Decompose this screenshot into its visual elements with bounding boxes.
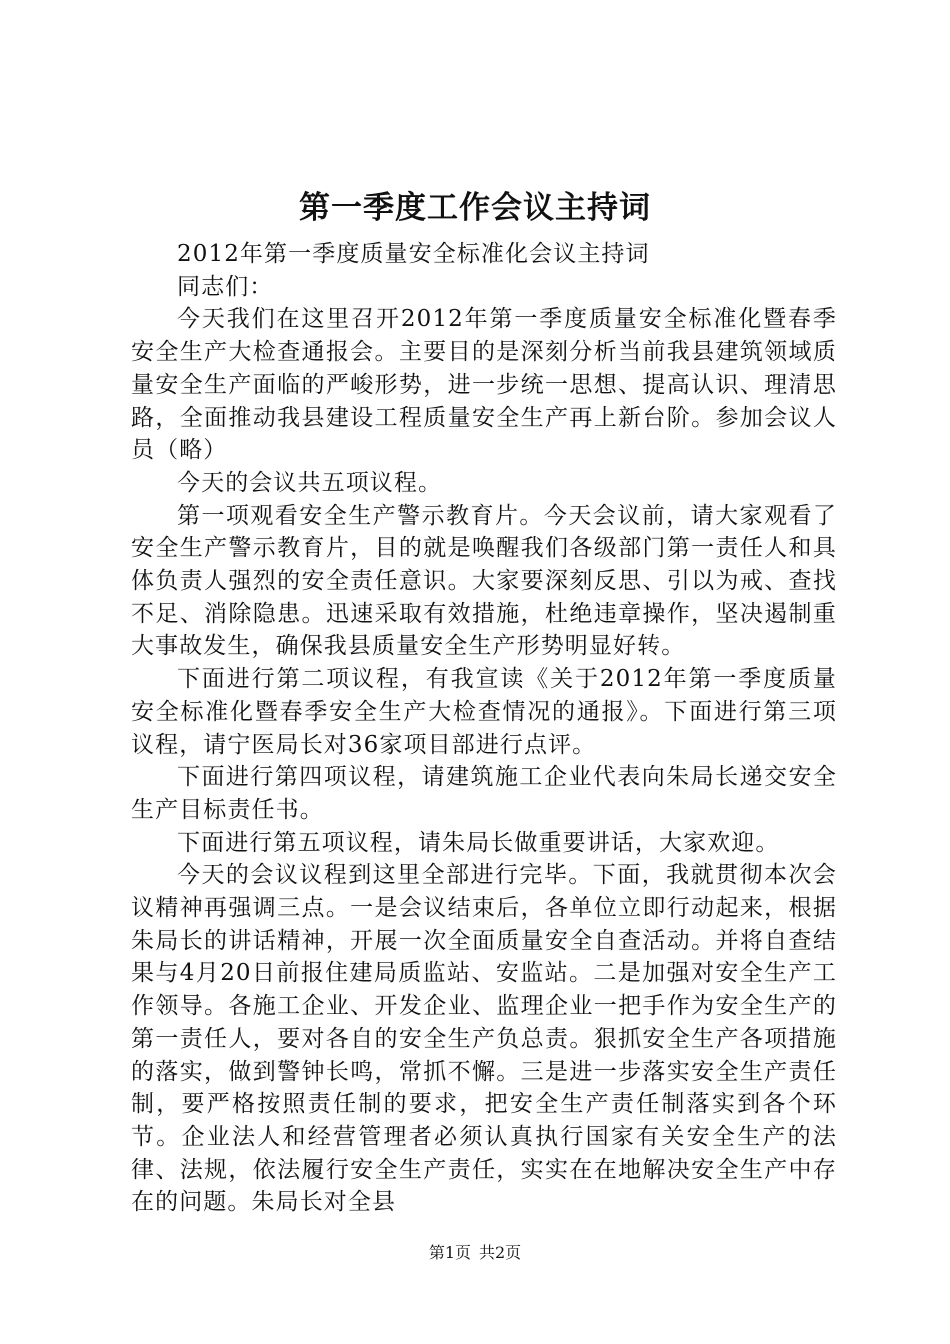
document-body	[131, 238, 837, 1219]
body-paragraph: 今天的会议共五项议程。	[177, 469, 443, 496]
body-paragraph: 下面进行第四项议程，请建筑施工企业代表向朱局长递交安全生产目标责任书。	[131, 764, 837, 823]
body-paragraph: 第一项观看安全生产警示教育片。今天会议前，请大家观看了安全生产警示教育片，目的就是唤醒我们各级部门第一责任人和具体负责人强烈的安全责任意识。大家要深刻反思、引以为戒、查找不足、消除隐患。迅速采取有效措施，杜绝违章操作，坚决遏制重大事故发生，确保我县质量安全生产形势明显好转。	[131, 502, 837, 660]
page-footer	[0, 1242, 950, 1264]
subtitle-paragraph: 2012年第一季度质量安全标准化会议主持词	[177, 241, 650, 267]
page-number: 第1页	[428, 1243, 471, 1262]
document-title: 第一季度工作会议主持词	[299, 190, 651, 226]
body-paragraph: 下面进行第五项议程，请朱局长做重要讲话，大家欢迎。	[177, 829, 780, 856]
body-paragraph: 今天的会议议程到这里全部进行完毕。下面，我就贯彻本次会议精神再强调三点。一是会议结束后，各单位立即行动起来，根据朱局长的讲话精神，开展一次全面质量安全自查活动。并将自查结果与4月20日前报住建局质监站、安监站。二是加强对安全生产工作领导。各施工企业、开发企业、监理企业一把手作为安全生产的第一责任人，要对各自的安全生产负总责。狠抓安全生产各项措施的落实，做到警钟长鸣，常抓不懈。三是进一步落实安全生产责任制，要严格按照责任制的要求，把安全生产责任制落实到各个环节。企业法人和经营管理者必须认真执行国家有关安全生产的法律、法规，依法履行安全生产责任，实实在在地解决安全生产中存在的问题。朱局长对全县	[131, 862, 837, 1216]
page-total: 共2页	[479, 1243, 522, 1262]
body-paragraph: 下面进行第二项议程，有我宣读《关于2012年第一季度质量安全标准化暨春季安全生产大检查情况的通报》。下面进行第三项议程，请宁医局长对36家项目部进行点评。	[131, 666, 837, 758]
body-paragraph: 今天我们在这里召开2012年第一季度质量安全标准化暨春季安全生产大检查通报会。主要目的是深刻分析当前我县建筑领域质量安全生产面临的严峻形势，进一步统一思想、提高认识、理清思路，全面推动我县建设工程质量安全生产再上新台阶。参加会议人员（略）	[131, 306, 837, 464]
salutation-paragraph: 同志们：	[177, 273, 274, 300]
